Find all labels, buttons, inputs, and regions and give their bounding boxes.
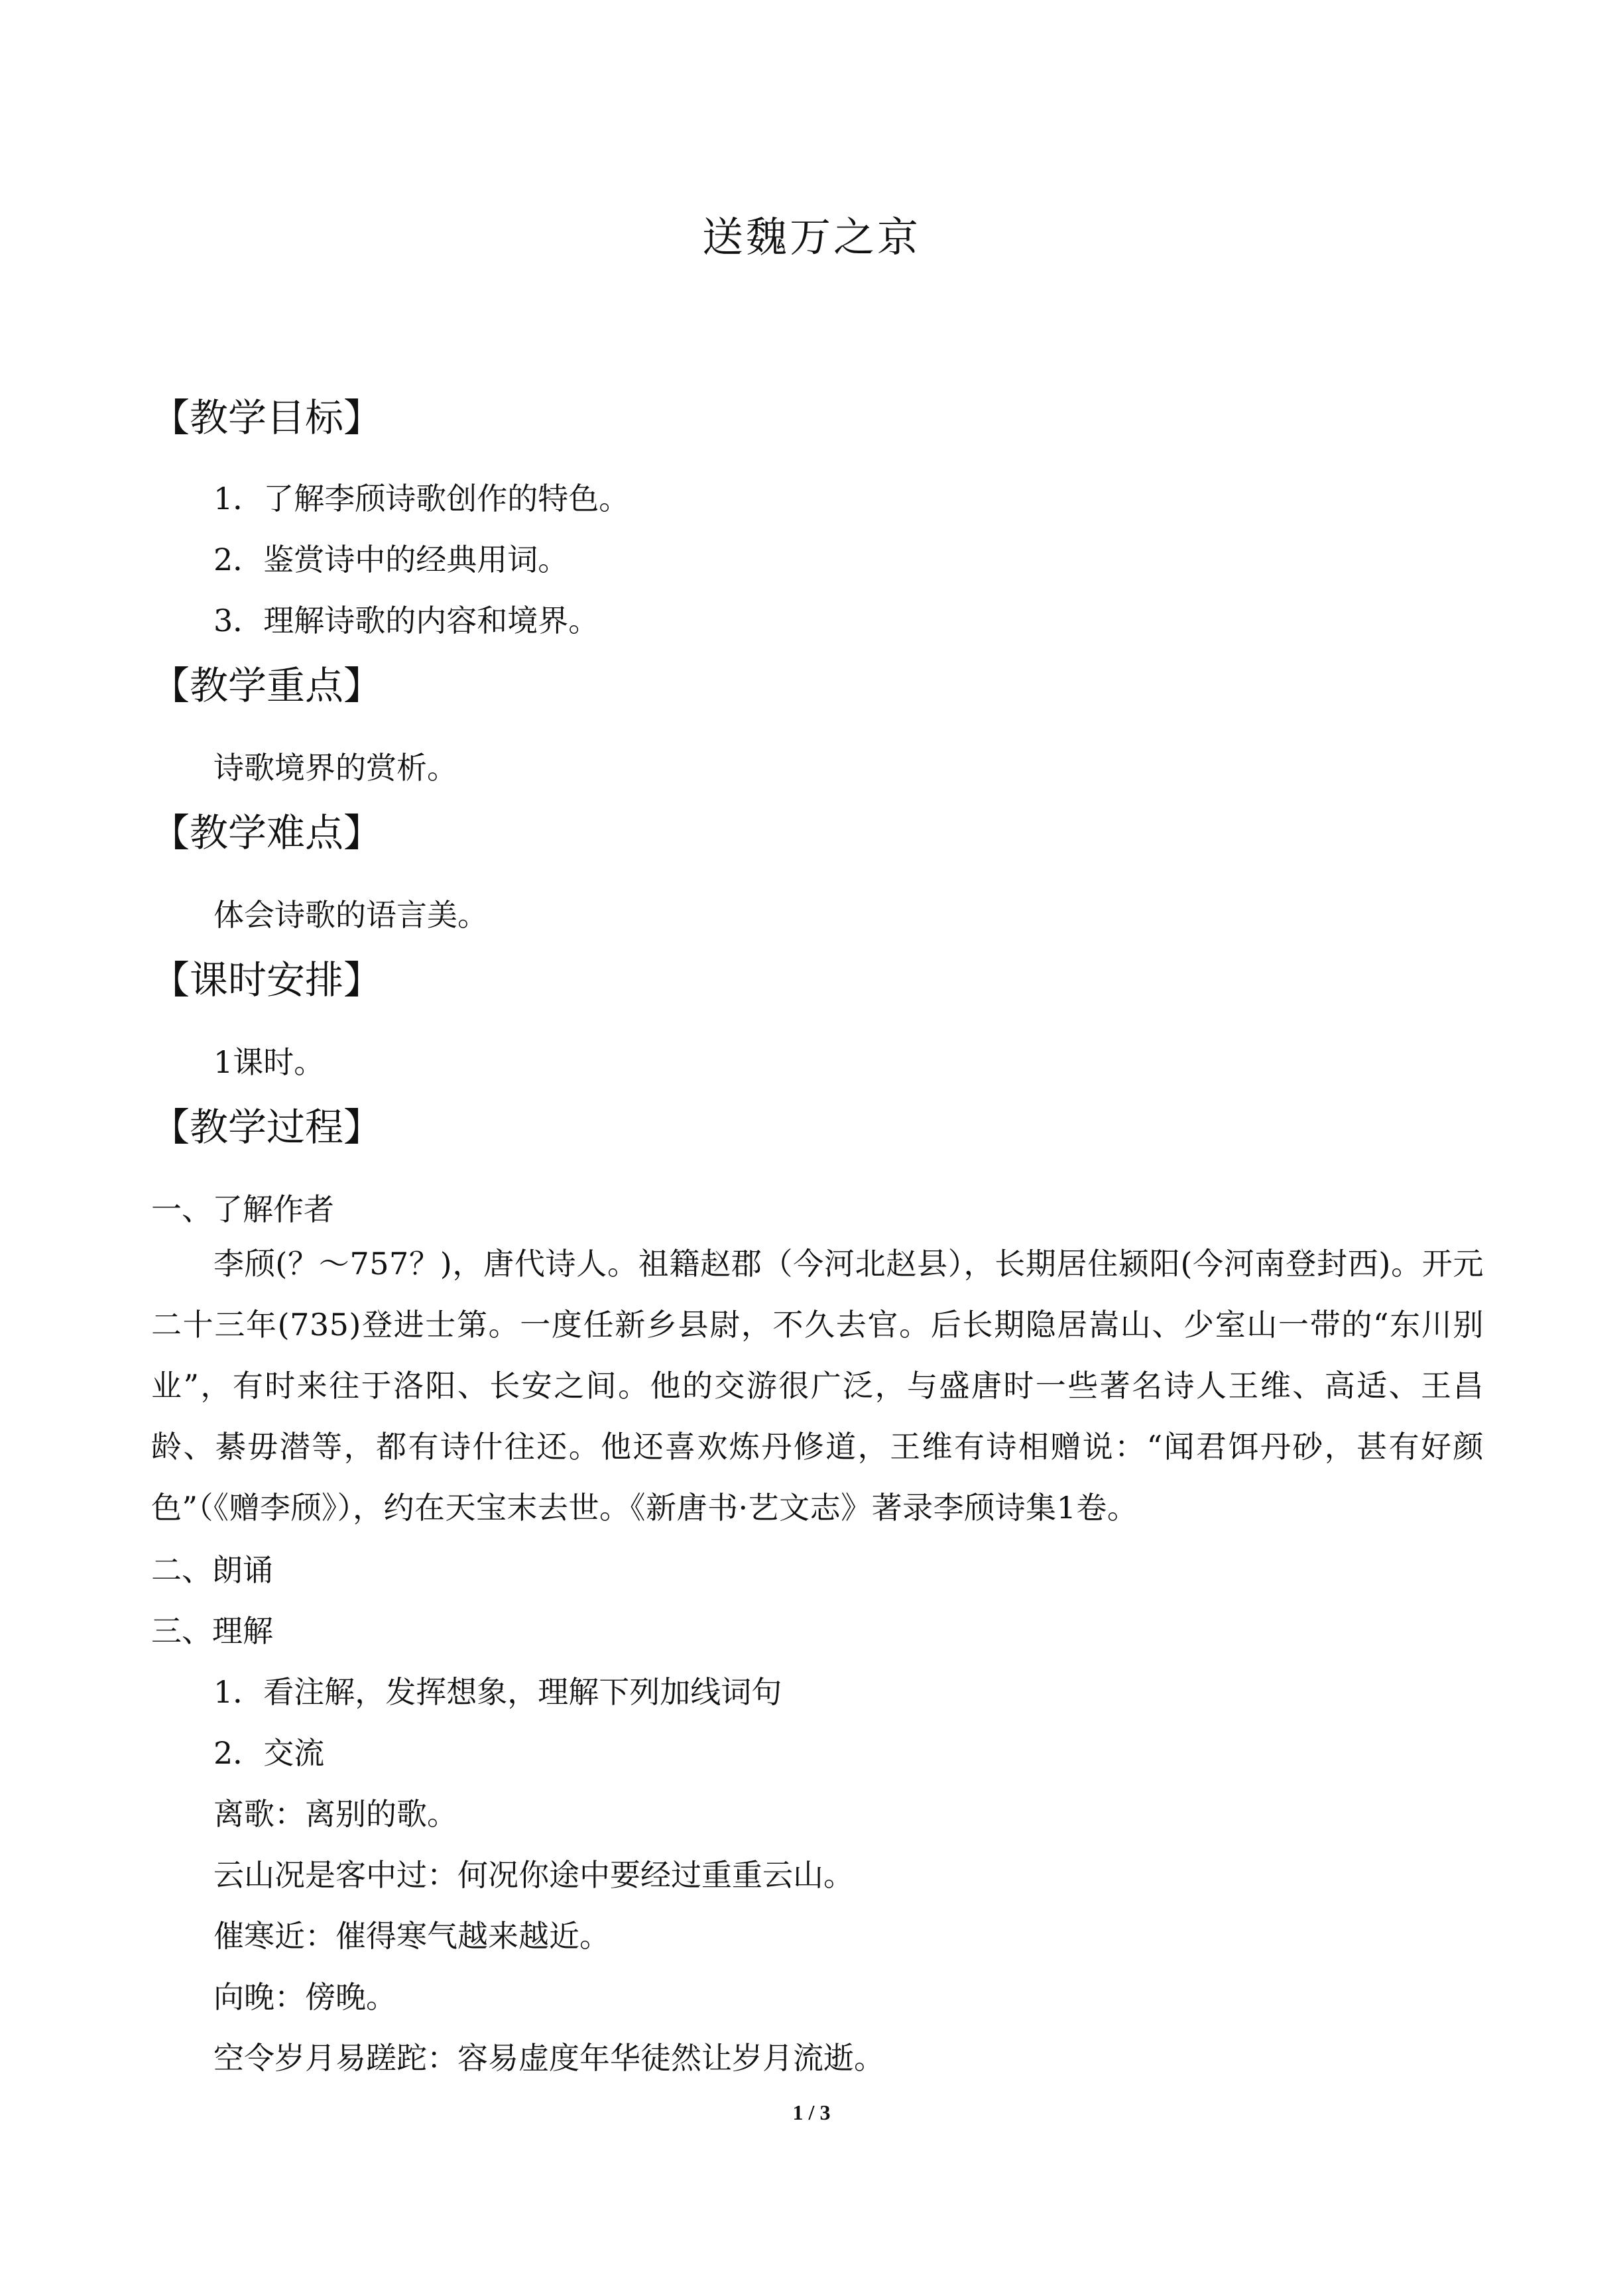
part2-heading: 二、朗诵 <box>151 1552 273 1588</box>
key-points-heading: 【教学重点】 <box>151 663 383 708</box>
objective-item-2: 2．鉴赏诗中的经典用词。 <box>213 542 569 577</box>
difficulties-heading: 【教学难点】 <box>151 810 383 855</box>
document-title: 送魏万之京 <box>701 213 921 261</box>
part3-heading: 三、理解 <box>151 1613 273 1649</box>
key-points-text: 诗歌境界的赏析。 <box>213 750 457 786</box>
part3-item-4: 云山况是客中过：何况你途中要经过重重云山。 <box>213 1857 854 1893</box>
part3-item-1: 1．看注解，发挥想象，理解下列加线词句 <box>213 1674 782 1710</box>
schedule-heading: 【课时安排】 <box>151 957 383 1002</box>
part3-item-7: 空令岁月易蹉跎：容易虚度年华徒然让岁月流逝。 <box>213 2040 884 2076</box>
part3-item-6: 向晚：傍晚。 <box>213 1979 396 2015</box>
part3-item-3: 离歌：离别的歌。 <box>213 1796 457 1832</box>
page-number: 1 / 3 <box>792 2100 831 2124</box>
schedule-text: 1课时。 <box>213 1044 325 1080</box>
process-heading: 【教学过程】 <box>151 1105 383 1150</box>
difficulties-text: 体会诗歌的语言美。 <box>213 897 488 933</box>
objective-item-1: 1．了解李颀诗歌创作的特色。 <box>213 481 630 516</box>
objective-item-3: 3．理解诗歌的内容和境界。 <box>213 603 599 638</box>
author-paragraph: 李颀(？～757？)，唐代诗人。祖籍赵郡（今河北赵县），长期居住颍阳(今河南登封西)。开元二十三年(735)登进士第。一度任新乡县尉，不久去官。后长期隐居嵩山、少室山一带的“东川别业”，有时来往于洛阳、长安之间。他的交游很广泛，与盛唐时一些著名诗人王维、高适、王昌龄、綦毋潜等，都有诗什往还。他还喜欢炼丹修道，王维有诗相赠说：“闻君饵丹砂，甚有好颜色”（《赠李颀》），约在天宝末去世。《新唐书·艺文志》著录李颀诗集1卷。 <box>151 1246 1484 1526</box>
part3-item-5: 催寒近：催得寒气越来越近。 <box>213 1918 610 1954</box>
part3-item-2: 2．交流 <box>213 1735 325 1771</box>
part1-heading: 一、了解作者 <box>151 1191 334 1227</box>
objectives-heading: 【教学目标】 <box>151 395 383 440</box>
